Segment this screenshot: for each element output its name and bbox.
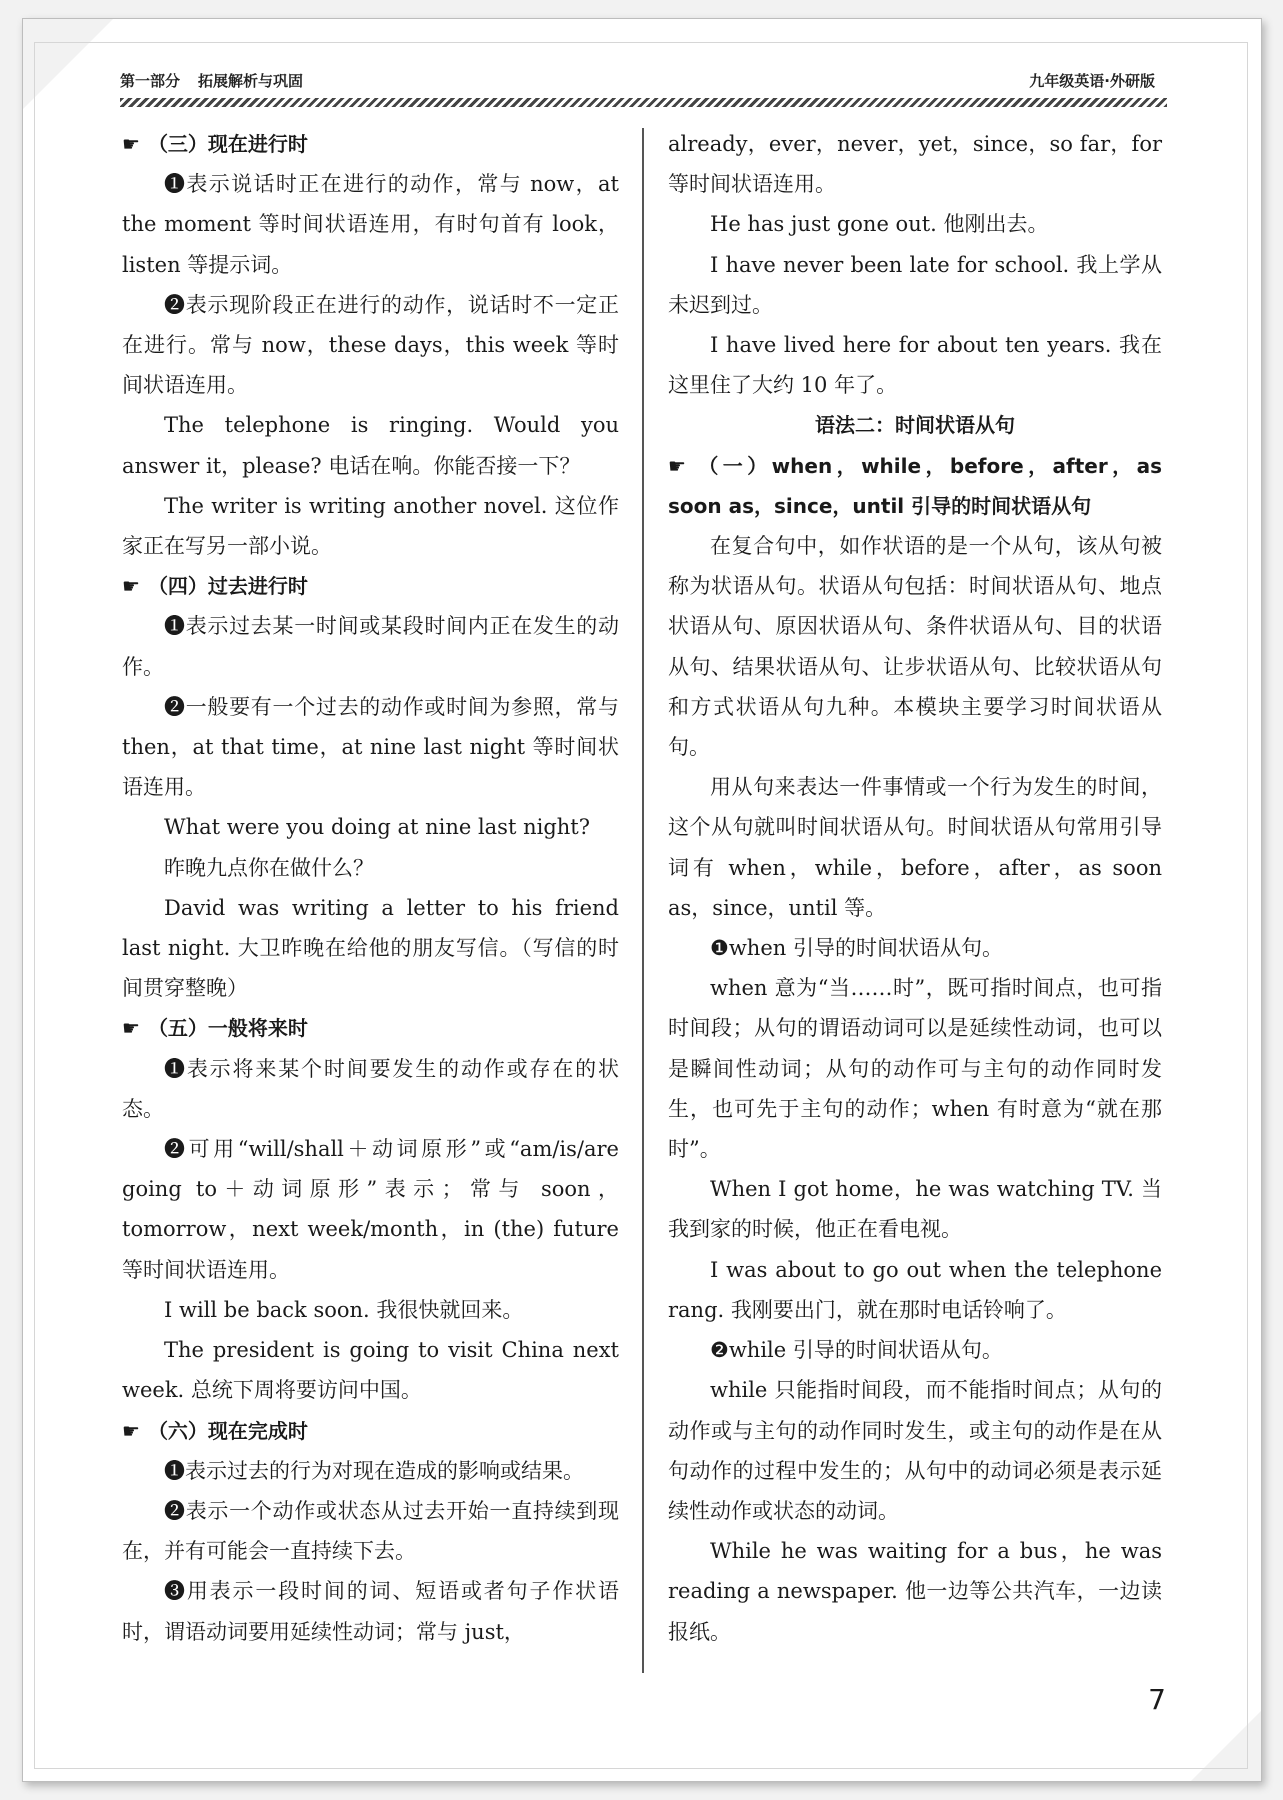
example-sentence: The telephone is ringing. Would you answer it，please? 电话在响。你能否接一下？: [122, 413, 619, 478]
paragraph: when 意为“当……时”，既可指时间点，也可指时间段；从句的谓语动词可以是延续性动词，也可以是瞬间性动词；从句的动作可与主句的动作同时发生，也可先于主句的动作；when 有时意为“就在那时”。: [668, 976, 1162, 1162]
example-sentence: I was about to go out when the telephone rang. 我刚要出门，就在那时电话铃响了。: [668, 1257, 1162, 1322]
paragraph: ❷可用“will/shall＋动词原形”或“am/is/are going to＋动词原形”表示；常与 soon，tomorrow，next week/month，in (the) future 等时间状语连用。: [122, 1137, 619, 1282]
header-stripe: [120, 98, 1167, 107]
example-sentence: David was writing a letter to his friend last night. 大卫昨晚在给他的朋友写信。（写信的时间贯穿整晚）: [122, 895, 619, 1001]
example-translation: 昨晚九点你在做什么？: [164, 855, 374, 880]
section-heading-simple-future: ☛ （五）一般将来时: [122, 1016, 308, 1041]
paragraph: ❷表示现阶段正在进行的动作，说话时不一定正在进行。常与 now，these days，this week 等时间状语连用。: [122, 292, 619, 398]
example-sentence: I have lived here for about ten years. 我在这里住了大约 10 年了。: [668, 333, 1162, 398]
right-column: [668, 124, 1162, 1652]
example-sentence: The president is going to visit China next week. 总统下周将要访问中国。: [122, 1338, 619, 1403]
example-sentence: I have never been late for school. 我上学从未迟到过。: [668, 252, 1162, 317]
grammar-heading-time-clauses: 语法二：时间状语从句: [815, 413, 1015, 438]
paragraph: ❶表示过去的行为对现在造成的影响或结果。: [164, 1458, 584, 1483]
paragraph-continued: already，ever，never，yet，since，so far，for 等时间状语连用。: [668, 132, 1162, 197]
example-sentence: I will be back soon. 我很快就回来。: [164, 1297, 524, 1322]
paragraph: ❸用表示一段时间的词、短语或者句子作状语时，谓语动词要用延续性动词；常与 just，: [122, 1579, 619, 1644]
header-section: 拓展解析与巩固: [198, 72, 304, 90]
paragraph: ❶表示将来某个时间要发生的动作或存在的状态。: [122, 1056, 619, 1121]
header-part: 第一部分: [120, 72, 181, 90]
header-left: [120, 70, 303, 91]
page-header: [98, 70, 1185, 92]
pointing-hand-icon: ☛: [122, 574, 140, 599]
paragraph: ❶when 引导的时间状语从句。: [710, 936, 1003, 961]
pointing-hand-icon: ☛: [122, 132, 140, 156]
pointing-hand-icon: ☛: [122, 1418, 140, 1443]
paragraph: ❶表示过去某一时间或某段时间内正在发生的动作。: [122, 614, 619, 679]
paragraph: ❶表示说话时正在进行的动作，常与 now，at the moment 等时间状语连用，有时句首有 look，listen 等提示词。: [122, 172, 619, 277]
paragraph: ❷一般要有一个过去的动作或时间为参照，常与 then，at that time，at nine last night 等时间状语连用。: [122, 694, 619, 800]
pointing-hand-icon: ☛: [668, 453, 686, 478]
example-sentence: What were you doing at nine last night?: [164, 815, 590, 840]
header-book: 九年级英语·外研版: [1029, 72, 1155, 90]
paragraph: ❷while 引导的时间状语从句。: [710, 1338, 1003, 1363]
example-sentence: He has just gone out. 他刚出去。: [710, 212, 1049, 237]
example-sentence: While he was waiting for a bus，he was reading a newspaper. 他一边等公共汽车，一边读报纸。: [668, 1539, 1162, 1644]
section-heading-past-continuous: ☛ （四）过去进行时: [122, 574, 308, 599]
example-sentence: When I got home，he was watching TV. 当我到家的时候，他正在看电视。: [668, 1177, 1162, 1242]
paragraph: while 只能指时间段，而不能指时间点；从句的动作或与主句的动作同时发生，或主句的动作是在从句动作的过程中发生的；从句中的动词必须是表示延续性动作或状态的动词。: [668, 1378, 1162, 1523]
left-column: [122, 124, 619, 1652]
page-number: 7: [1148, 1683, 1166, 1716]
section-heading-conjunctions: ☛ （一）when，while，before，after，as soon as，since，until 引导的时间状语从句: [668, 453, 1162, 518]
pointing-hand-icon: ☛: [122, 1016, 140, 1041]
paragraph: 在复合句中，如作状语的是一个从句，该从句被称为状语从句。状语从句包括：时间状语从句、地点状语从句、原因状语从句、条件状语从句、目的状语从句、结果状语从句、让步状语从句、比较状语从句和方式状语从句九种。本模块主要学习时间状语从句。: [668, 534, 1162, 760]
paragraph: 用从句来表达一件事情或一个行为发生的时间，这个从句就叫时间状语从句。时间状语从句常用引导词有 when，while，before，after，as soon as，since，until 等。: [668, 775, 1162, 920]
column-divider: [642, 128, 644, 1673]
section-heading-present-continuous: ☛ （三）现在进行时: [122, 132, 308, 156]
example-sentence: The writer is writing another novel. 这位作家正在写另一部小说。: [122, 493, 619, 559]
paragraph: ❷表示一个动作或状态从过去开始一直持续到现在，并有可能会一直持续下去。: [122, 1498, 619, 1564]
section-heading-present-perfect: ☛ （六）现在完成时: [122, 1418, 308, 1443]
